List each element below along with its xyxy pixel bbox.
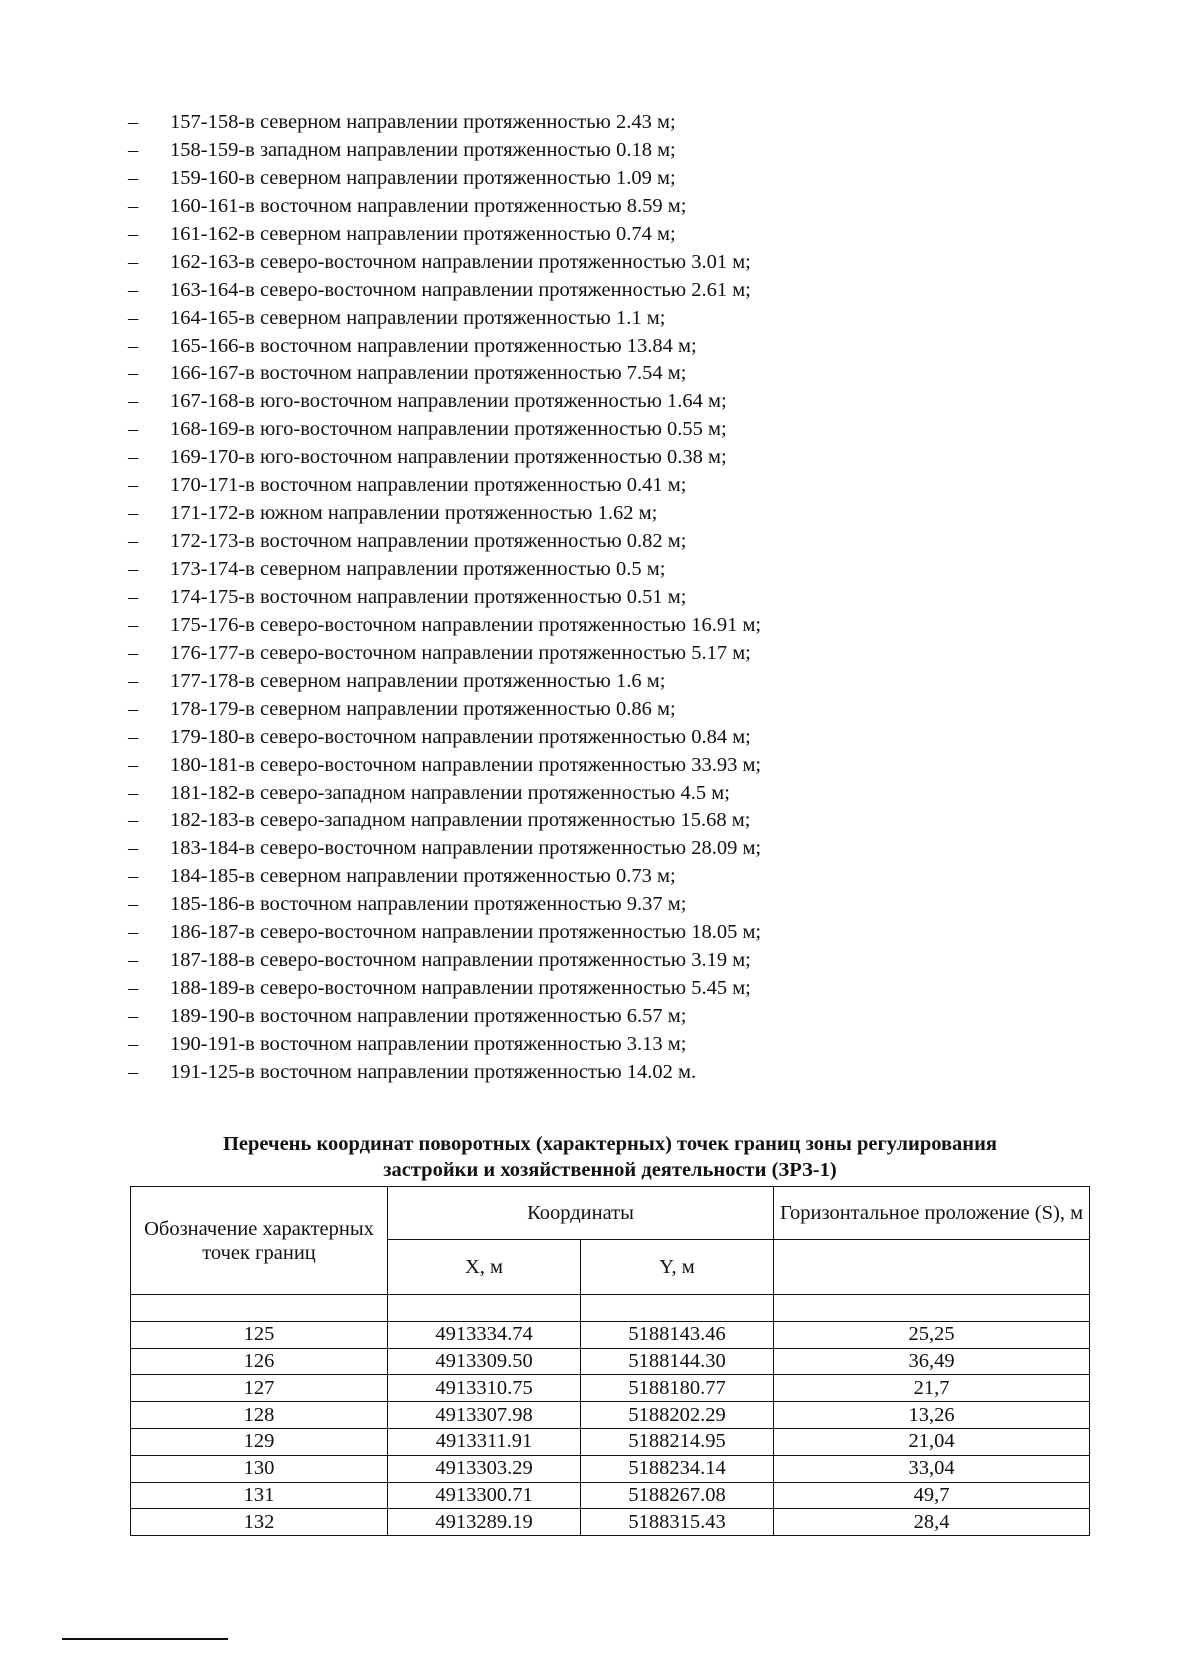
list-dash: – [128,977,139,1000]
list-item-text: 158-159-в западном направлении протяженностью 0.18 м; [170,138,676,161]
list-item-text: 190-191-в восточном направлении протяженностью 3.13 м; [170,1032,687,1055]
list-item-text: 167-168-в юго-восточном направлении протяженностью 1.64 м; [170,390,727,413]
boundary-description-list [128,109,1128,1087]
cell-y: 5188143.46 [581,1321,774,1348]
list-item-text: 191-125-в восточном направлении протяженностью 14.02 м. [170,1060,697,1083]
list-item-text: 166-167-в восточном направлении протяженностью 7.54 м; [170,362,687,385]
list-item-text: 174-175-в восточном направлении протяженностью 0.51 м; [170,585,687,608]
cell-point: 127 [131,1375,388,1402]
list-item-text: 184-185-в северном направлении протяженностью 0.73 м; [170,865,676,888]
list-item [128,1031,1128,1059]
cell-x: 4913307.98 [388,1402,581,1429]
cell-distance: 21,7 [774,1375,1090,1402]
cell-x: 4913311.91 [388,1428,581,1455]
list-dash: – [128,1005,139,1027]
header-y: Y, м [581,1240,774,1295]
cell-x: 4913309.50 [388,1348,581,1375]
list-item [128,165,1128,193]
list-item-text: 180-181-в северо-восточном направлении протяженностью 33.93 м; [170,753,762,776]
list-item [128,193,1128,221]
list-dash: – [128,753,139,776]
list-dash: – [128,222,139,245]
cell-distance: 13,26 [774,1402,1090,1429]
list-item-text: 178-179-в северном направлении протяженностью 0.86 м; [170,697,676,720]
list-item-text: 175-176-в северо-восточном направлении протяженностью 16.91 м; [170,613,762,636]
cell-point: 125 [131,1321,388,1348]
list-dash: – [128,250,139,273]
list-item-text: 170-171-в восточном направлении протяженностью 0.41 м; [170,474,687,497]
list-item [128,137,1128,165]
list-item-text: 186-187-в северо-восточном направлении протяженностью 18.05 м; [170,921,762,944]
cell-y: 5188202.29 [581,1402,774,1429]
list-item [128,305,1128,333]
header-point-designation: Обозначение характерных точек границ [131,1187,388,1295]
list-dash: – [128,278,139,301]
list-item [128,472,1128,500]
list-dash: – [128,390,139,413]
table-row [131,1482,1090,1509]
list-dash: – [128,613,139,636]
list-item [128,975,1128,1003]
list-dash: – [128,585,139,608]
list-item [128,807,1128,835]
list-item [128,891,1128,919]
list-dash: – [128,921,139,944]
list-dash: – [128,111,139,133]
list-item [128,109,1128,137]
list-item [128,668,1128,696]
cell-x: 4913303.29 [388,1455,581,1482]
cell-distance: 36,49 [774,1348,1090,1375]
list-item-text: 172-173-в восточном направлении протяженностью 0.82 м; [170,530,687,553]
list-item-text: 176-177-в северо-восточном направлении протяженностью 5.17 м; [170,641,751,664]
list-item [128,444,1128,472]
list-item-text: 188-189-в северо-восточном направлении протяженностью 5.45 м; [170,977,751,1000]
list-item [128,724,1128,752]
list-dash: – [128,837,139,860]
list-dash: – [128,697,139,720]
list-item [128,835,1128,863]
cell-distance: 21,04 [774,1428,1090,1455]
cell-point: 130 [131,1455,388,1482]
list-dash: – [128,194,139,217]
list-item [128,584,1128,612]
cell-y: 5188214.95 [581,1428,774,1455]
header-horizontal-distance: Горизонтальное проложение (S), м [774,1187,1090,1240]
table-title [130,1131,1090,1183]
list-dash: – [128,558,139,580]
list-item-text: 163-164-в северо-восточном направлении протяженностью 2.61 м; [170,278,751,301]
list-item [128,780,1128,808]
cell-point: 126 [131,1348,388,1375]
cell-distance: 33,04 [774,1455,1090,1482]
list-dash: – [128,1060,139,1083]
cell-x: 4913334.74 [388,1321,581,1348]
list-dash: – [128,1032,139,1055]
cell-point: 132 [131,1509,388,1536]
table-row [131,1375,1090,1402]
list-item-text: 182-183-в северо-западном направлении протяженностью 15.68 м; [170,809,751,832]
cell-distance: 28,4 [774,1509,1090,1536]
table-row [131,1321,1090,1348]
table-header-row [131,1187,1090,1240]
list-item [128,528,1128,556]
list-dash: – [128,809,139,832]
list-item [128,388,1128,416]
list-item [128,612,1128,640]
list-item [128,500,1128,528]
cell-y: 5188180.77 [581,1375,774,1402]
table-row [131,1455,1090,1482]
cell-x: 4913289.19 [388,1509,581,1536]
table-body [131,1295,1090,1536]
list-item-text: 185-186-в восточном направлении протяженностью 9.37 м; [170,893,687,916]
cell-y: 5188315.43 [581,1509,774,1536]
table-row [131,1509,1090,1536]
list-dash: – [128,334,139,357]
table-row [131,1348,1090,1375]
cell-x: 4913300.71 [388,1482,581,1509]
list-dash: – [128,166,139,189]
list-item [128,333,1128,361]
list-item-text: 173-174-в северном направлении протяженностью 0.5 м; [170,558,666,580]
list-dash: – [128,306,139,329]
list-item [128,919,1128,947]
cell-point: 131 [131,1482,388,1509]
list-item [128,221,1128,249]
list-item-text: 177-178-в северном направлении протяженностью 1.6 м; [170,669,666,692]
header-x: X, м [388,1240,581,1295]
list-item [128,1003,1128,1031]
cell-distance: 49,7 [774,1482,1090,1509]
header-coordinates: Координаты [388,1187,774,1240]
list-item-text: 165-166-в восточном направлении протяженностью 13.84 м; [170,334,697,357]
table-row [131,1428,1090,1455]
list-item-text: 162-163-в северо-восточном направлении протяженностью 3.01 м; [170,250,751,273]
list-item [128,752,1128,780]
list-item-text: 169-170-в юго-восточном направлении протяженностью 0.38 м; [170,446,727,469]
table-title-line-1: Перечень координат поворотных (характерных) точек границ зоны регулирования [222,1133,997,1155]
cell-y: 5188144.30 [581,1348,774,1375]
cell-x: 4913310.75 [388,1375,581,1402]
cell-point: 128 [131,1402,388,1429]
header-distance-empty [774,1240,1090,1295]
list-item-text: 161-162-в северном направлении протяженностью 0.74 м; [170,222,676,245]
footer-rule [62,1638,228,1640]
list-item-text: 171-172-в южном направлении протяженностью 1.62 м; [170,502,658,525]
list-item-text: 179-180-в северо-восточном направлении протяженностью 0.84 м; [170,725,751,748]
table-row [131,1402,1090,1429]
table-separator-row [131,1295,1090,1322]
list-item [128,640,1128,668]
list-dash: – [128,949,139,972]
cell-y: 5188234.14 [581,1455,774,1482]
list-item-text: 160-161-в восточном направлении протяженностью 8.59 м; [170,194,687,217]
list-item-text: 157-158-в северном направлении протяженностью 2.43 м; [170,111,676,133]
cell-y: 5188267.08 [581,1482,774,1509]
list-dash: – [128,362,139,385]
list-item [128,556,1128,584]
list-item-text: 183-184-в северо-восточном направлении протяженностью 28.09 м; [170,837,762,860]
list-item [128,696,1128,724]
list-dash: – [128,669,139,692]
list-dash: – [128,530,139,553]
cell-distance: 25,25 [774,1321,1090,1348]
list-item-text: 168-169-в юго-восточном направлении протяженностью 0.55 м; [170,418,727,441]
list-dash: – [128,893,139,916]
list-dash: – [128,865,139,888]
cell-point: 129 [131,1428,388,1455]
list-dash: – [128,502,139,525]
table-title-line-2: застройки и хозяйственной деятельности (ЗРЗ-1) [383,1159,837,1181]
list-dash: – [128,725,139,748]
list-dash: – [128,418,139,441]
list-item [128,360,1128,388]
list-item-text: 189-190-в восточном направлении протяженностью 6.57 м; [170,1005,687,1027]
list-item [128,863,1128,891]
list-item-text: 159-160-в северном направлении протяженностью 1.09 м; [170,166,676,189]
list-item [128,947,1128,975]
list-dash: – [128,641,139,664]
list-item [128,416,1128,444]
list-item [128,277,1128,305]
coordinates-table [130,1186,1090,1536]
list-item-text: 181-182-в северо-западном направлении протяженностью 4.5 м; [170,781,730,804]
list-dash: – [128,138,139,161]
list-dash: – [128,446,139,469]
list-item-text: 164-165-в северном направлении протяженностью 1.1 м; [170,306,666,329]
list-dash: – [128,474,139,497]
list-item [128,1059,1128,1087]
list-item [128,249,1128,277]
list-dash: – [128,781,139,804]
list-item-text: 187-188-в северо-восточном направлении протяженностью 3.19 м; [170,949,751,972]
